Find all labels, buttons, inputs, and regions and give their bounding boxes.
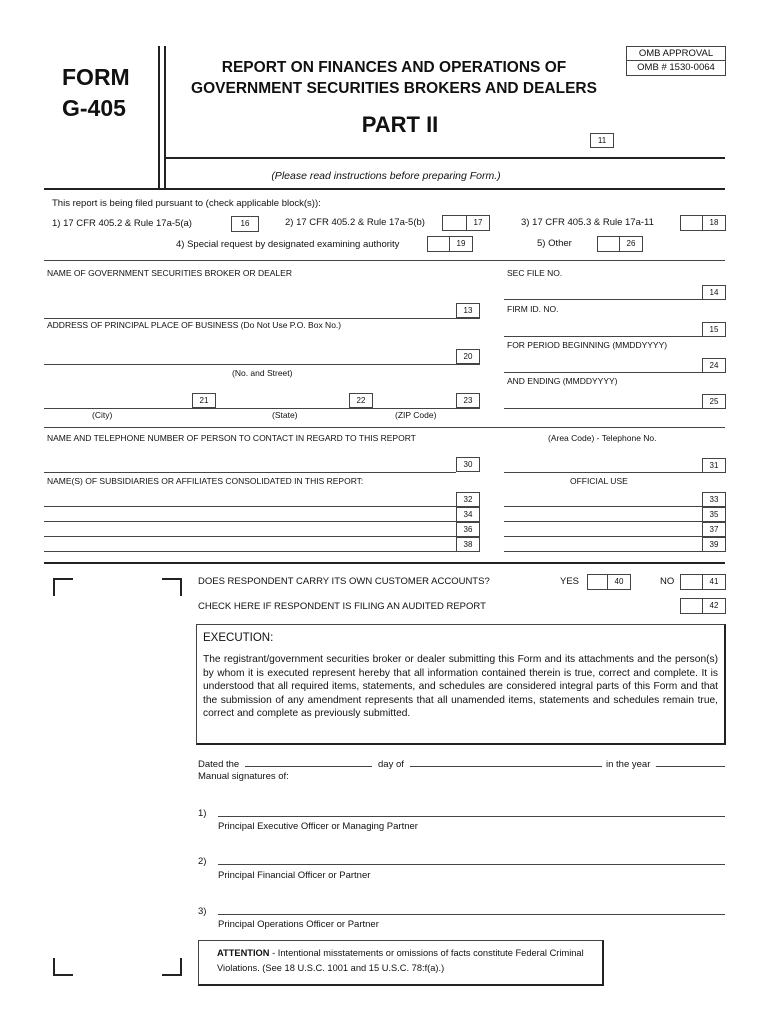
official-use-field-2[interactable]	[504, 507, 702, 522]
period-end-label: AND ENDING (MMDDYYYY)	[507, 376, 618, 386]
filing-option-4-label: 4) Special request by designated examining authority	[176, 239, 400, 250]
date-month-field[interactable]	[410, 758, 602, 767]
corner-mark-bottom-right	[162, 958, 182, 976]
filing-intro: This report is being filed pursuant to (check applicable block(s)):	[52, 198, 321, 209]
zip-label: (ZIP Code)	[395, 410, 437, 420]
sec-file-label: SEC FILE NO.	[507, 268, 563, 278]
instructions-note: (Please read instructions before preparing Form.)	[271, 170, 501, 182]
signature-2-line[interactable]	[218, 848, 725, 865]
city-label: (City)	[92, 410, 113, 420]
official-use-label: OFFICIAL USE	[570, 476, 628, 486]
customer-accounts-question: DOES RESPONDENT CARRY ITS OWN CUSTOMER ACCOUNTS?	[198, 576, 490, 587]
omb-approval-box	[626, 46, 726, 76]
state-number: 22	[349, 393, 373, 408]
phone-field[interactable]	[504, 458, 702, 473]
phone-label: (Area Code) - Telephone No.	[548, 433, 657, 443]
subsidiary-number-2: 34	[456, 507, 480, 522]
subsidiary-field-1[interactable]	[44, 492, 456, 507]
signature-3-label: Principal Operations Officer or Partner	[218, 919, 379, 930]
in-the-year-label: in the year	[606, 759, 651, 770]
filing-option-4-number: 19	[449, 237, 472, 251]
yes-number: 40	[607, 575, 630, 589]
address-number: 20	[456, 349, 480, 364]
dealer-name-rule	[44, 318, 480, 319]
signature-3-number: 3)	[198, 906, 207, 917]
date-day-field[interactable]	[245, 758, 372, 767]
corner-mark-top-right	[162, 578, 182, 596]
date-year-field[interactable]	[656, 758, 725, 767]
audited-report-question: CHECK HERE IF RESPONDENT IS FILING AN AUDITED REPORT	[198, 601, 486, 612]
form-label: FORM	[62, 64, 130, 90]
yes-checkbox[interactable]	[587, 574, 631, 590]
firm-id-number: 15	[702, 322, 726, 337]
official-use-number-4: 39	[702, 537, 726, 552]
contact-label: NAME AND TELEPHONE NUMBER OF PERSON TO CONTACT IN REGARD TO THIS REPORT	[47, 433, 416, 443]
filing-option-3-number: 18	[702, 216, 725, 230]
signature-1-line[interactable]	[218, 800, 725, 817]
dealer-name-number: 13	[456, 303, 480, 318]
no-label: NO	[660, 576, 675, 587]
sec-file-number: 14	[702, 285, 726, 300]
state-label: (State)	[272, 410, 298, 420]
firm-id-field[interactable]	[504, 322, 702, 337]
omb-number: OMB # 1530-0064	[637, 62, 715, 73]
header-rule	[166, 157, 725, 159]
header-divider	[158, 46, 160, 188]
phone-number: 31	[702, 458, 726, 473]
filing-option-1-number: 16	[240, 219, 250, 228]
subsidiary-number-1: 32	[456, 492, 480, 507]
yes-label: YES	[560, 576, 580, 587]
header-divider-2	[164, 46, 166, 188]
dealer-name-label: NAME OF GOVERNMENT SECURITIES BROKER OR DEALER	[47, 268, 292, 278]
official-use-field-3[interactable]	[504, 522, 702, 537]
part-field-number: 11	[590, 133, 614, 148]
form-title-line1: REPORT ON FINANCES AND OPERATIONS OF	[221, 59, 567, 76]
no-checkbox[interactable]	[680, 574, 726, 590]
address-rule	[44, 364, 480, 365]
period-begin-label: FOR PERIOD BEGINNING (MMDDYYYY)	[507, 340, 668, 350]
filing-option-3-checkbox[interactable]	[680, 215, 726, 231]
period-begin-number: 24	[702, 358, 726, 373]
filing-option-1-label: 1) 17 CFR 405.2 & Rule 17a-5(a)	[52, 218, 192, 229]
signature-1-number: 1)	[198, 808, 207, 819]
filing-option-5-checkbox[interactable]	[597, 236, 643, 252]
period-begin-field[interactable]	[504, 358, 702, 373]
filing-option-4-checkbox[interactable]	[427, 236, 473, 252]
attention-lead: ATTENTION	[217, 948, 270, 958]
subsidiary-number-4: 38	[456, 537, 480, 552]
signature-1-label: Principal Executive Officer or Managing Partner	[218, 821, 418, 832]
filing-rule	[44, 260, 725, 261]
signature-3-line[interactable]	[218, 898, 725, 915]
filing-option-1-checkbox[interactable]	[231, 216, 259, 232]
attention-text: - Intentional misstatements or omissions of facts constitute Federal Criminal Violations. (See 18 U.S.C. 1001 and 15 U.S.C. 78:f(a).)	[217, 948, 584, 973]
contact-field[interactable]	[44, 456, 456, 473]
dated-the-label: Dated the	[198, 759, 240, 770]
filing-option-5-label: 5) Other	[537, 238, 572, 249]
city-field[interactable]	[44, 392, 192, 409]
zip-number: 23	[456, 393, 480, 408]
zip-field[interactable]	[373, 392, 456, 409]
form-number: G-405	[62, 95, 126, 121]
official-use-number-2: 35	[702, 507, 726, 522]
signature-2-label: Principal Financial Officer or Partner	[218, 870, 371, 881]
audited-report-number: 42	[702, 599, 725, 613]
period-end-field[interactable]	[504, 394, 702, 409]
official-use-field-4[interactable]	[504, 537, 702, 552]
audited-report-checkbox[interactable]	[680, 598, 726, 614]
firm-id-label: FIRM ID. NO.	[507, 304, 559, 314]
official-use-field-1[interactable]	[504, 492, 702, 507]
subsidiaries-label: NAME(S) OF SUBSIDIARIES OR AFFILIATES CONSOLIDATED IN THIS REPORT:	[47, 476, 364, 486]
form-title-line2: GOVERNMENT SECURITIES BROKERS AND DEALERS	[191, 80, 597, 97]
sec-file-field[interactable]	[504, 285, 702, 300]
execution-box	[196, 624, 726, 745]
contact-number: 30	[456, 457, 480, 472]
execution-heading: EXECUTION:	[203, 632, 274, 644]
subsidiaries-rule	[44, 562, 725, 564]
filing-option-2-checkbox[interactable]	[442, 215, 490, 231]
identity-rule	[44, 427, 725, 428]
omb-approval: OMB APPROVAL	[627, 47, 725, 61]
day-of-label: day of	[378, 759, 404, 770]
corner-mark-top-left	[53, 578, 73, 596]
manual-signatures-label: Manual signatures of:	[198, 771, 289, 782]
filing-option-2-label: 2) 17 CFR 405.2 & Rule 17a-5(b)	[285, 217, 425, 228]
part-title: PART II	[361, 112, 439, 137]
address-field[interactable]	[44, 348, 456, 365]
period-end-number: 25	[702, 394, 726, 409]
city-rule	[44, 408, 480, 409]
signature-2-number: 2)	[198, 856, 207, 867]
instructions-rule	[44, 188, 725, 190]
corner-mark-bottom-left	[53, 958, 73, 976]
dealer-name-field[interactable]	[44, 302, 456, 319]
subsidiary-field-4[interactable]	[44, 537, 456, 552]
address-label: ADDRESS OF PRINCIPAL PLACE OF BUSINESS (Do Not Use P.O. Box No.)	[47, 320, 342, 330]
subsidiary-field-2[interactable]	[44, 507, 456, 522]
subsidiary-number-3: 36	[456, 522, 480, 537]
city-number: 21	[192, 393, 216, 408]
no-number: 41	[702, 575, 725, 589]
filing-option-2-number: 17	[466, 216, 489, 230]
attention-box	[198, 940, 604, 986]
filing-option-5-number: 26	[619, 237, 642, 251]
official-use-number-3: 37	[702, 522, 726, 537]
execution-body: The registrant/government securities broker or dealer submitting this Form and its attachments and the person(s) by whom it is executed represent hereby that all information contained therein is true, correct and complete. It is understood that all required items, statements, and schedules are considered integral parts of this Form and that the submission of any amendment represents that all unamended items, statements and schedules remain true, correct and complete as previously submitted.	[203, 654, 718, 719]
state-field[interactable]	[216, 392, 349, 409]
street-label: (No. and Street)	[232, 368, 293, 378]
official-use-number-1: 33	[702, 492, 726, 507]
filing-option-3-label: 3) 17 CFR 405.3 & Rule 17a-11	[521, 217, 654, 228]
subsidiary-field-3[interactable]	[44, 522, 456, 537]
